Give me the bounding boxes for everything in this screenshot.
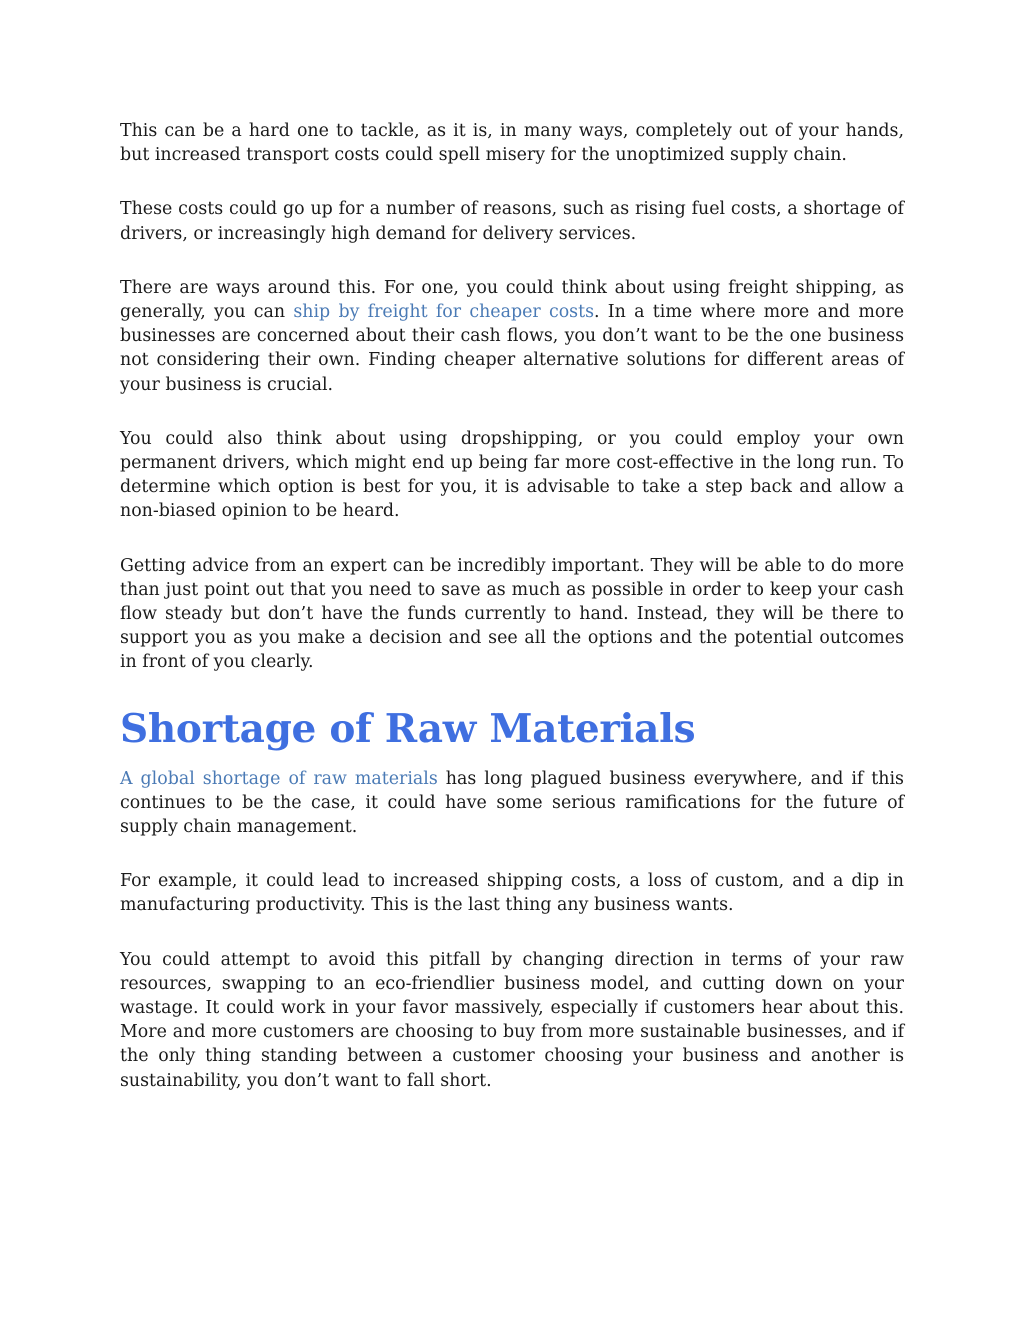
paragraph-example-effects: For example, it could lead to increased shipping costs, a loss of custom, and a dip in manufacturing productivity. This is the last thing any business wants. <box>120 871 904 916</box>
section-heading: Shortage of Raw Materials <box>120 705 696 752</box>
paragraph-intro-text-after: has long plagued business everywhere, and if this continues to be the case, it could have some serious ramifications for the future of supply chain management. <box>120 768 904 838</box>
paragraph-expert-advice: Getting advice from an expert can be incredibly important. They will be able to do more than just point out that you need to save as much as possible in order to keep your cash flow steady but don’t have the funds currently to hand. Instead, they will be there to support you as you make a decision and see all the options and the potential outcomes in front of you clearly. <box>120 555 904 673</box>
ship-by-freight-link[interactable]: ship by freight for cheaper costs <box>293 302 595 323</box>
paragraph-freight-text-after: . In a time where more and more businesses are concerned about their cash flows, you don’t want to be the one business not considering their own. Finding cheaper alternative solutions for different areas of your business is crucial. <box>120 302 904 395</box>
paragraph-transport-costs: This can be a hard one to tackle, as it is, in many ways, completely out of your hands, but increased transport costs could spell misery for the unoptimized supply chain. <box>120 121 904 166</box>
paragraph-cost-reasons: These costs could go up for a number of reasons, such as rising fuel costs, a shortage of drivers, or increasingly high demand for delivery services. <box>120 199 904 244</box>
paragraph-raw-materials-intro <box>120 767 904 840</box>
paragraph-freight-shipping <box>120 276 904 397</box>
paragraph-dropshipping: You could also think about using dropshipping, or you could employ your own permanent drivers, which might end up being far more cost-effective in the long run. To determine which option is best for you, it is advisable to take a step back and allow a non-biased opinion to be heard. <box>120 428 904 522</box>
paragraph-sustainability: You could attempt to avoid this pitfall by changing direction in terms of your raw resources, swapping to an eco-friendlier business model, and cutting down on your wastage. It could work in your favor massively, especially if customers hear about this. More and more customers are choosing to buy from more sustainable businesses, and if the only thing standing between a customer choosing your business and another is sustainability, you don’t want to fall short. <box>120 949 904 1091</box>
global-shortage-link[interactable]: A global shortage of raw materials <box>120 768 438 789</box>
paragraph-freight-text-before: There are ways around this. For one, you could think about using freight shipping, as generally, you can <box>120 277 904 323</box>
document-page <box>120 119 904 1123</box>
